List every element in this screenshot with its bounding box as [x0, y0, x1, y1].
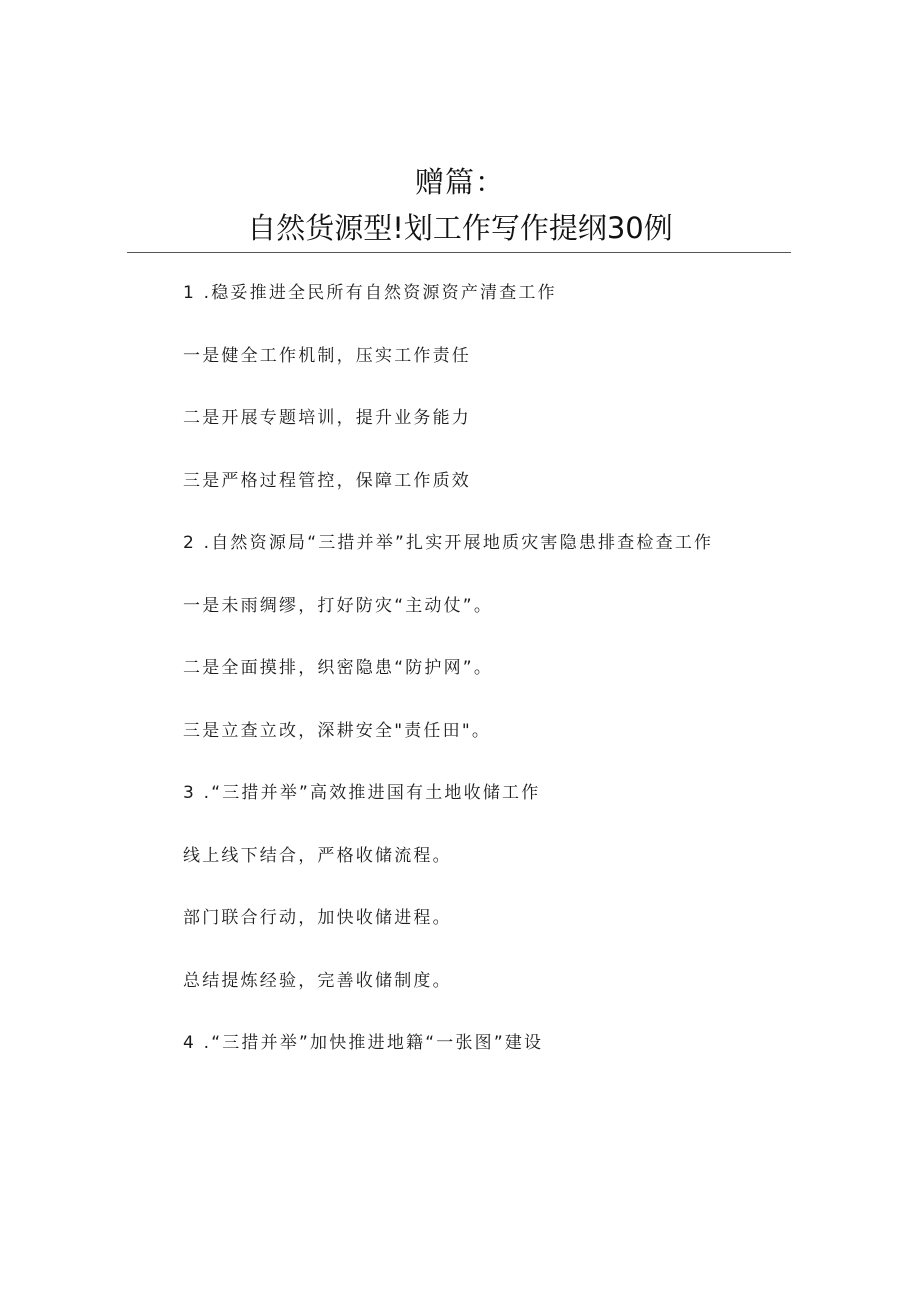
- section-heading-2: 2 .自然资源局“三措并举”扎实开展地质灾害隐患排查检查工作: [183, 533, 714, 553]
- title-line-2: 自然货源型!划工作写作提纲30例: [247, 211, 673, 245]
- paragraph: 部门联合行动，加快收储进程。: [183, 908, 452, 928]
- paragraph: 二是全面摸排，织密隐患“防护网”。: [183, 658, 494, 678]
- title-line-1: 赠篇：: [414, 165, 505, 199]
- title-block: [0, 162, 920, 248]
- title-divider: [127, 252, 791, 253]
- paragraph: 一是未雨绸缪，打好防灾“主动仗”。: [183, 595, 494, 616]
- section-heading-4: 4 .“三措并举”加快推进地籍“一张图”建设: [183, 1033, 544, 1053]
- paragraph: 一是健全工作机制，压实工作责任: [183, 345, 471, 366]
- paragraph: 总结提炼经验，完善收储制度。: [183, 970, 452, 991]
- section-heading-1: 1 .稳妥推进全民所有自然资源资产清查工作: [183, 283, 557, 303]
- paragraph: 三是立查立改，深耕安全"责任田"。: [183, 720, 492, 741]
- paragraph: 三是严格过程管控，保障工作质效: [183, 470, 471, 491]
- section-heading-3: 3 .“三措并举”高效推进国有土地收储工作: [183, 783, 541, 803]
- body-text: [183, 279, 803, 1092]
- paragraph: 二是开展专题培训，提升业务能力: [183, 408, 471, 428]
- paragraph: 线上线下结合，严格收储流程。: [183, 845, 452, 866]
